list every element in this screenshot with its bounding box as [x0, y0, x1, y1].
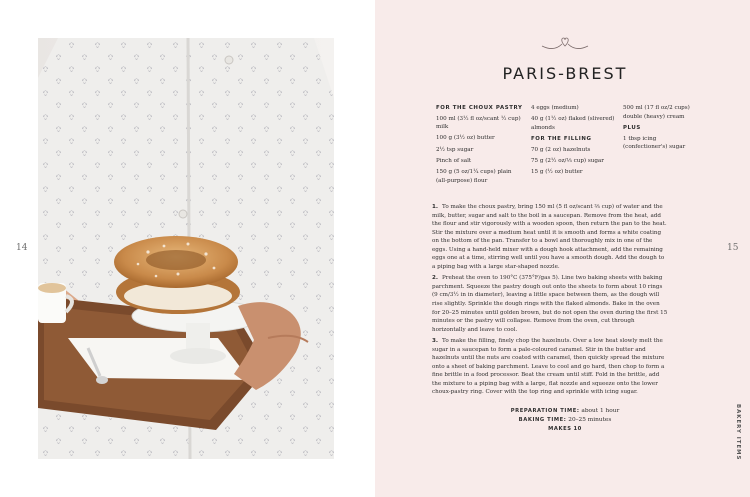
bake-time-value: 20–25 minutes	[568, 417, 612, 423]
step-number: 1.	[432, 204, 439, 210]
step-text: To make the choux pastry, bring 150 ml (5 fl oz/scant ⅔ cup) of water and the milk, butter, sugar and salt to the boil in a saucepan. Remove from the heat, add the flour and stir vigorously with a wooden spoon, then return the pan to the heat. Stir the mixture over a medium heat until it is smooth and forms a white coating on the bottom of the pan. Transfer to a bowl and thoroughly mix in one of the eggs. Using a hand-held mixer with a dough hook attachment, add the remaining eggs one at a time, stirring well until you have a smooth dough. Add the dough to a piping bag with a large star-shaped nozzle.	[432, 204, 667, 270]
page-number-right: 15	[727, 243, 739, 253]
recipe-title: PARIS-BREST	[502, 64, 628, 83]
photo-illustration	[38, 38, 334, 459]
ingredient-item: 1 tbsp icing (confectioner's) sugar	[623, 135, 686, 151]
ingredients-column-1	[436, 104, 524, 188]
ingredient-heading: FOR THE FILLING	[531, 136, 592, 143]
section-side-label	[733, 404, 741, 461]
method-step	[432, 203, 668, 271]
ingredient-item: 500 ml (17 fl oz/2 cups) double (heavy) cream	[623, 105, 690, 120]
ingredients-column-2	[531, 104, 615, 180]
ingredient-item: 70 g (2 oz) hazelnuts	[531, 146, 591, 153]
step-text: To make the filling, finely chop the hazelnuts. Over a low heat slowly melt the sugar in a saucepan to form a pale-coloured caramel. Stir in the butter and hazelnuts until the nuts are coated with caramel, then quickly spread the mixture onto a sheet of baking parchment. Leave to cool and go hard, then chop to form a fine brittle in a food processor. Beat the cream until stiff. Fold in the brittle, add the mixture to a piping bag with a large, flat nozzle and squeeze onto the lower choux-pastry ring. Cover with the top ring and sprinkle with icing sugar.	[432, 338, 665, 396]
ingredient-item: 150 g (5 oz/1¼ cups) plain (all-purpose) flour	[436, 168, 512, 184]
ingredient-heading: FOR THE CHOUX PASTRY	[436, 105, 523, 111]
method-step	[432, 274, 668, 334]
ingredient-item: 2½ tsp sugar	[436, 146, 474, 153]
step-number: 2.	[432, 275, 439, 282]
ingredient-item: 100 ml (3½ fl oz/scant ½ cup) milk	[436, 115, 521, 131]
pastry-photo	[38, 38, 334, 459]
prep-time-label: PREPARATION TIME:	[510, 408, 580, 414]
section-label-text: BAKERY ITEMS	[735, 404, 741, 461]
method-step	[432, 337, 668, 397]
heart-ornament-icon	[540, 34, 590, 52]
ingredient-item: 100 g (3½ oz) butter	[436, 135, 495, 142]
makes	[470, 426, 660, 432]
ingredient-item: 15 g (½ oz) butter	[531, 169, 583, 176]
makes-value: 10	[573, 426, 582, 432]
ingredient-heading: PLUS	[623, 125, 641, 132]
prep-time-value: about 1 hour	[581, 408, 620, 414]
ingredients-column-3	[623, 104, 699, 155]
ingredient-item: 75 g (2½ oz/⅓ cup) sugar	[531, 158, 604, 165]
bake-time	[470, 417, 660, 423]
ingredient-item: Pinch of salt	[436, 157, 472, 164]
prep-time	[470, 408, 660, 414]
method-steps	[432, 203, 668, 400]
bake-time-label: BAKING TIME:	[518, 417, 567, 423]
ingredient-item: 40 g (1½ oz) flaked (slivered) almonds	[531, 116, 615, 131]
step-number: 3.	[432, 338, 439, 345]
ingredient-item: 4 eggs (medium)	[531, 105, 579, 111]
step-text: Preheat the oven to 190°C (375°F/gas 5). Line two baking sheets with baking parchment. Squeeze the pastry dough out onto the sheets to form about 10 rings (9 cm/3½ in in diameter), leaving a little space between them, as the dough will rise slightly. Sprinkle the dough rings with the flaked almonds. Bake in the oven for 20–25 minutes until golden brown, but do not open the oven during the first 15 minutes or the pastry will collapse. Remove from the oven, cut through horizontally and leave to cool.	[432, 275, 668, 333]
page-number-left: 14	[16, 243, 28, 253]
makes-label: MAKES	[548, 426, 572, 432]
